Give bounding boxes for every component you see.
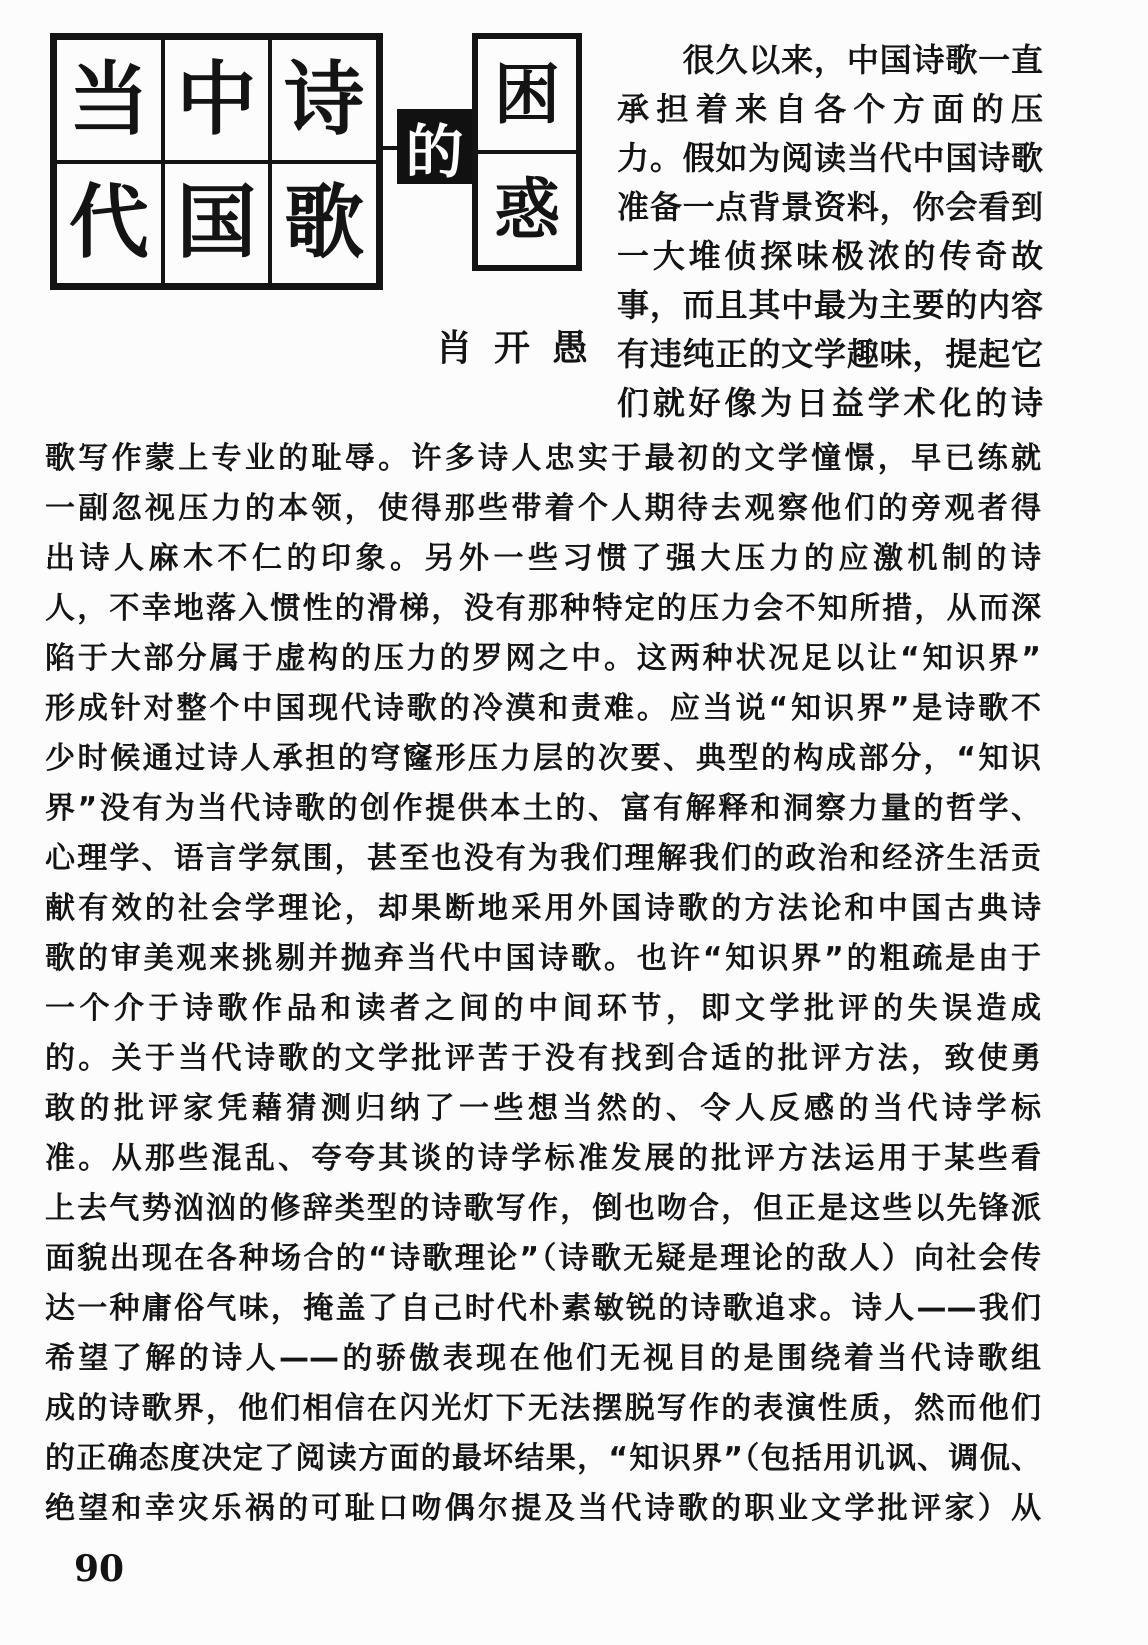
body-line: 陷于大部分属于虚构的压力的罗网之中。这两种状况足以让“知识界” (45, 641, 1041, 676)
intro-line: 承担着来自各个方面的压 (617, 90, 1043, 128)
body-line: 面貌出现在各种场合的“诗歌理论”（诗歌无疑是理论的敌人）向社会传 (45, 1241, 1041, 1276)
title-grid-character: 国 (163, 162, 271, 286)
title-grid-character: 代 (55, 162, 163, 286)
body-line: 准。从那些混乱、夸夸其谈的诗学标准发展的批评方法运用于某些看 (45, 1141, 1041, 1176)
body-line: 的正确态度决定了阅读方面的最坏结果，“知识界”（包括用讥讽、调侃、 (45, 1441, 1041, 1476)
body-line: 成的诗歌界，他们相信在闪光灯下无法摆脱写作的表演性质，然而他们 (45, 1391, 1041, 1426)
title-particle-box: 的 (397, 109, 472, 184)
body-line: 绝望和幸灾乐祸的可耻口吻偶尔提及当代诗歌的职业文学批评家）从 (45, 1491, 1041, 1526)
body-line: 人，不幸地落入惯性的滑梯，没有那种特定的压力会不知所措，从而深 (45, 591, 1041, 626)
intro-line: 有违纯正的文学趣味，提起它 (617, 335, 1043, 373)
intro-line: 力。假如为阅读当代中国诗歌 (617, 139, 1043, 177)
body-line: 的。关于当代诗歌的文学批评苦于没有找到合适的批评方法，致使勇 (45, 1041, 1041, 1076)
author-name: 肖开愚 (436, 328, 611, 369)
body-paragraph (45, 436, 1041, 1536)
intro-line: 事，而且其中最为主要的内容 (617, 286, 1043, 324)
body-line: 歌写作蒙上专业的耻辱。许多诗人忠实于最初的文学憧憬，早已练就 (45, 441, 1041, 476)
body-line: 希望了解的诗人——的骄傲表现在他们无视目的是围绕着当代诗歌组 (45, 1341, 1041, 1376)
body-line: 献有效的社会学理论，却果断地采用外国诗歌的方法论和中国古典诗 (45, 891, 1041, 926)
title-grid (50, 33, 383, 290)
body-line: 一副忽视压力的本领，使得那些带着个人期待去观察他们的旁观者得 (45, 491, 1041, 526)
intro-paragraph (617, 38, 1043, 430)
body-line: 出诗人麻木不仁的印象。另外一些习惯了强大压力的应激机制的诗 (45, 541, 1041, 576)
title-grid-character: 歌 (270, 162, 378, 286)
title-grid-character: 中 (163, 38, 271, 162)
body-line: 达一种庸俗气味，掩盖了自己时代朴素敏锐的诗歌追求。诗人——我们 (45, 1291, 1041, 1326)
page-number: 90 (74, 1548, 125, 1590)
intro-line: 一大堆侦探味极浓的传奇故 (617, 237, 1043, 275)
intro-line: 很久以来，中国诗歌一直 (617, 41, 1043, 79)
title-grid-character: 当 (55, 38, 163, 162)
body-line: 心理学、语言学氛围，甚至也没有为我们理解我们的政治和经济生活贡 (45, 841, 1041, 876)
title-tail-character: 惑 (476, 152, 578, 267)
body-line: 少时候通过诗人承担的穹窿形压力层的次要、典型的构成部分，“知识 (45, 741, 1041, 776)
body-line: 界”没有为当代诗歌的创作提供本土的、富有解释和洞察力量的哲学、 (45, 791, 1041, 826)
title-grid-character: 诗 (270, 38, 378, 162)
title-tail-character: 困 (476, 37, 578, 152)
title-tail-box (472, 33, 582, 271)
body-line: 歌的审美观来挑剔并抛弃当代中国诗歌。也许“知识界”的粗疏是由于 (45, 941, 1041, 976)
body-line: 敢的批评家凭藉猜测归纳了一些想当然的、令人反感的当代诗学标 (45, 1091, 1041, 1126)
body-line: 上去气势汹汹的修辞类型的诗歌写作，倒也吻合，但正是这些以先锋派 (45, 1191, 1041, 1226)
body-line: 形成针对整个中国现代诗歌的冷漠和责难。应当说“知识界”是诗歌不 (45, 691, 1041, 726)
intro-line: 准备一点背景资料，你会看到 (617, 188, 1043, 226)
body-line: 一个介于诗歌作品和读者之间的中间环节，即文学批评的失误造成 (45, 991, 1041, 1026)
intro-line: 们就好像为日益学术化的诗 (617, 384, 1043, 422)
